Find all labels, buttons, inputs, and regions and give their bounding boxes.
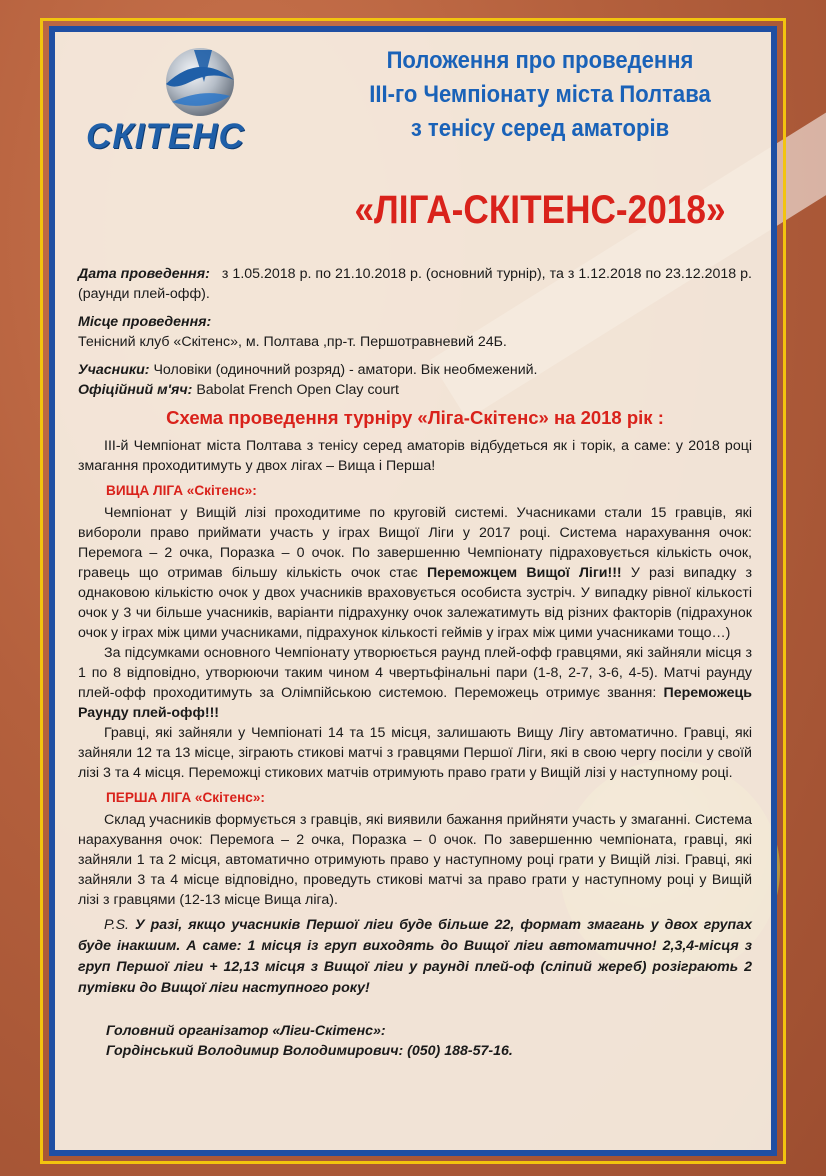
title-line-2: ІІІ-го Чемпіонату міста Полтава bbox=[369, 81, 711, 108]
participants-paragraph bbox=[78, 360, 752, 380]
higher-league-p1-text: Чемпіонат у Вищій лізі проходитиме по круговій системі. Учасниками стали 15 гравців, які вибороли право приймати участь у іграх Вищої Ліги у 2017 році. Система нарахування очок: Перемога – 2 очка, Поразка – 0 очок. По завершенню Чемпіонату підраховується кількість очок, гравець що отримав більшу кількість очок стає bbox=[78, 505, 752, 581]
place-label-line bbox=[78, 312, 752, 332]
ball-paragraph bbox=[78, 380, 752, 400]
scheme-heading: Схема проведення турніру «Ліга-Скітенс» на 2018 рік : bbox=[166, 407, 664, 428]
organizer-line-1: Головний організатор «Ліги-Скітенс»: bbox=[106, 1023, 386, 1039]
playoff-winner-title: Переможець Раунду плей-офф!!! bbox=[78, 685, 752, 721]
title-line-3: з тенісу серед аматорів bbox=[410, 115, 670, 142]
scheme-intro: ІІІ-й Чемпіонат міста Полтава з тенісу серед аматорів відбудеться як і торік, а саме: у 2018 році змагання проходитимуть у двох лігах – Вища і Перша! bbox=[78, 438, 752, 474]
higher-league-p1-tail: У разі випадку з однаковою кількістю очок у двох учасників враховується особиста зустріч. У випадку рівної кількості очок у 3 чи більше учасників, варіанти підрахунку очок залежатимуть від різних факторів (підрахунок очок у іграх між цими учасниками, підрахунок кількості геймів у іграх між цими учасниками тощо…) bbox=[78, 565, 752, 641]
title-line-1: Положення про проведення bbox=[386, 47, 694, 74]
page-title bbox=[324, 44, 756, 146]
first-league-paragraph: Склад учасників формується з гравців, які виявили бажання прийняти участь у змаганні. Система нарахування очок: Перемога – 2 очка, Поразка – 0 очок. По завершенню чемпіоната, гравці, які зайняли 1 та 2 місця, автоматично отримують право у наступному році грати у Вищій лізі. Гравці, які зайняли 3 та 4 місце відповідно, проведуть стикові матчі за право грати у наступному році у Вищій лізі з гравцями (12-13 місце Вища ліга). bbox=[78, 812, 752, 908]
league-title: «ЛІГА-СКІТЕНС-2018» bbox=[354, 188, 726, 232]
logo-text: СКІТЕНС bbox=[86, 117, 245, 156]
organizer-line-2: Гордінський Володимир Володимирович: (050) 188-57-16. bbox=[106, 1043, 513, 1059]
ps-text: У разі, якщо учасників Першої ліги буде більше 22, формат змагань у двох групах буде інакшим. А саме: 1 місця із груп виходять до Вищої ліги автоматично! 2,3,4-місця з груп Першої ліги + 12,13 місця з Вищої ліги у рaунді плей-оф (сліпий жереб) розіграють 2 путівки до Вищої ліги наступного року! bbox=[78, 917, 752, 996]
higher-league-heading: ВИЩА ЛІГА «Скітенс»: bbox=[106, 483, 257, 498]
participants-label: Учасники: bbox=[78, 362, 150, 378]
higher-league-winner-title: Переможцем Вищої Ліги!!! bbox=[426, 565, 622, 581]
date-paragraph bbox=[78, 264, 752, 304]
ball-label: Офіційний м'яч: bbox=[78, 382, 193, 398]
first-league-heading: ПЕРША ЛІГА «Скітенс»: bbox=[106, 790, 265, 805]
higher-league-paragraph-3: Гравці, які зайняли у Чемпіонаті 14 та 15 місця, залишають Вищу Лігу автоматично. Гравці, які зайняли 12 та 13 місце, зіграють стикові матчі з гравцями Першої Ліги, які в свою чергу посіли у своїй лізі 3 та 4 місця. Переможці стикових матчів отримують право грати у Вищій лізі у наступному році. bbox=[78, 725, 752, 781]
ball-text: Babolat French Open Clay court bbox=[196, 382, 399, 398]
place-text: Тенісний клуб «Скітенс», м. Полтава ,пр-т. Першотравневий 24Б. bbox=[78, 334, 507, 350]
document-body bbox=[78, 264, 752, 1061]
higher-league-paragraph-1 bbox=[78, 503, 752, 643]
place-label: Місце проведення: bbox=[78, 314, 212, 330]
date-text: з 1.05.2018 р. по 21.10.2018 р. (основний турнір), та з 1.12.2018 по 23.12.2018 р. (раунди плей-офф). bbox=[78, 266, 752, 302]
higher-league-p2-text: За підсумками основного Чемпіонату утворюється раунд плей-офф гравцями, які зайняли місця з 1 по 8 відповідно, утворюючи таким чином 4 чвертьфінальні пари (1-8, 2-7, 3-6, 4-5). Матчі раунду плей-офф проходитимуть за Олімпійською системою. Переможець отримує звання: bbox=[78, 645, 752, 701]
higher-league-paragraph-2 bbox=[78, 643, 752, 723]
participants-text: Чоловіки (одиночний розряд) - аматори. Вік необмежений. bbox=[153, 362, 538, 378]
ps-prefix: P.S. bbox=[104, 917, 129, 933]
ps-paragraph bbox=[78, 915, 752, 999]
date-label: Дата проведення: bbox=[78, 266, 210, 282]
